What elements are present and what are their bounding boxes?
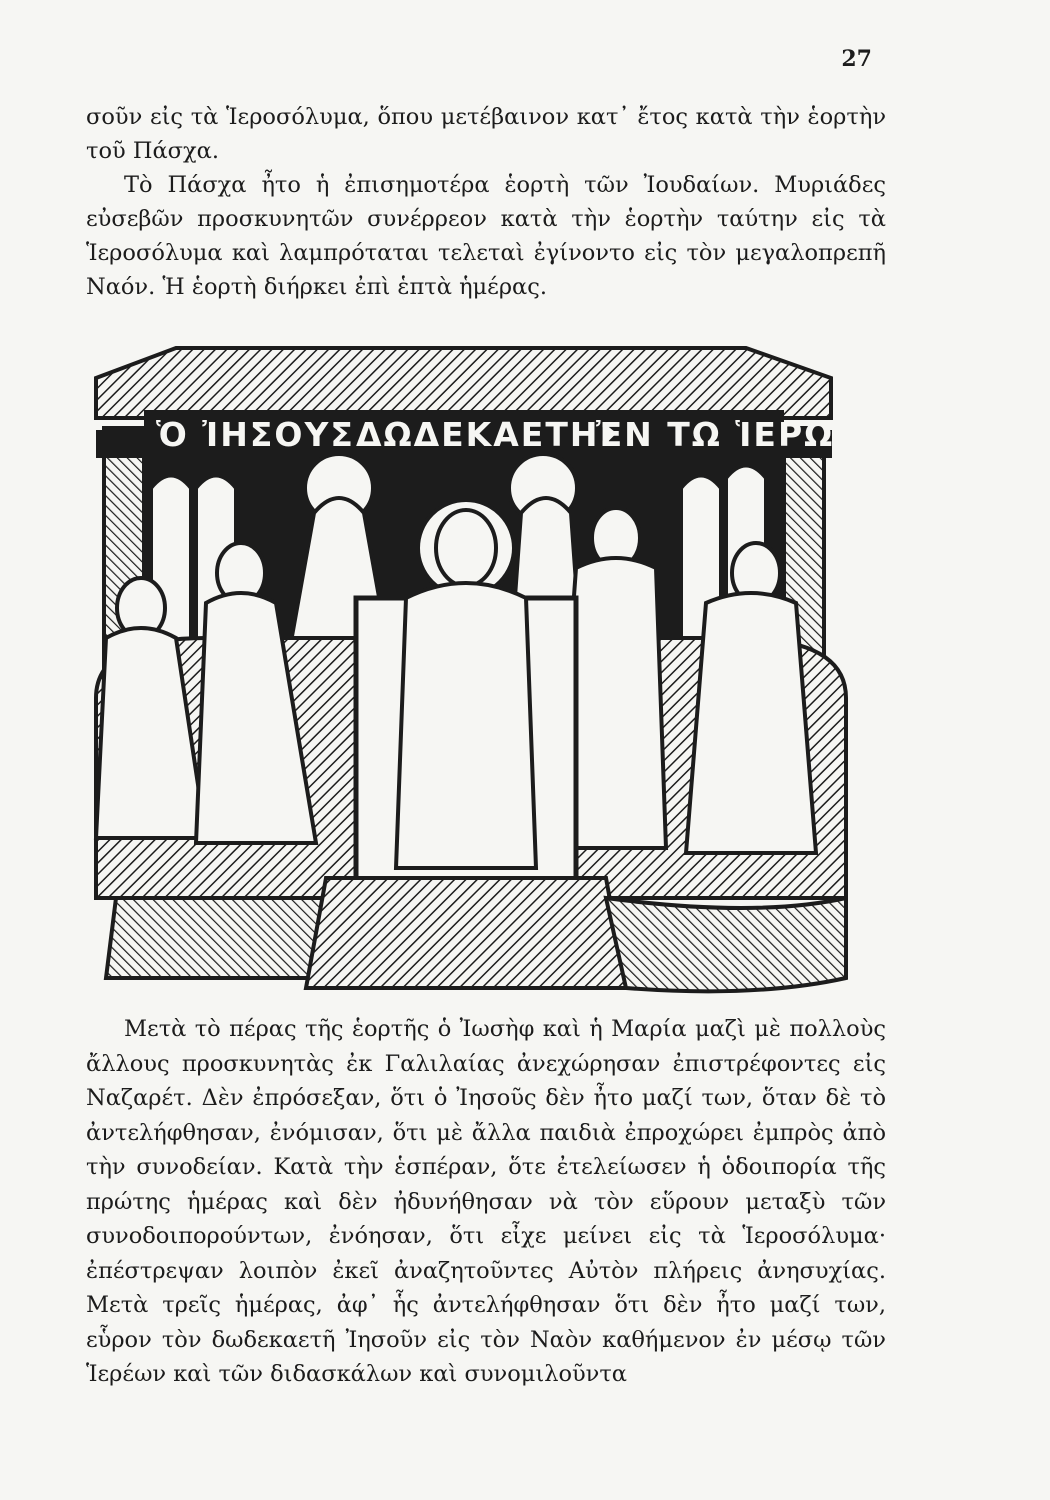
christ-robe xyxy=(396,583,536,868)
icon-illustration-christ-in-temple xyxy=(56,338,886,998)
woodcut-drawing xyxy=(56,338,886,998)
christ-head xyxy=(436,510,496,586)
continuation-paragraph: σοῦν εἰς τὰ Ἱεροσόλυμα, ὅπου μετέβαινον κατ᾽ ἔτος κατὰ τὴν ἑορτὴν τοῦ Πάσχα. xyxy=(86,104,886,164)
left-platform xyxy=(106,898,326,978)
roof-band xyxy=(96,348,831,418)
bottom-text-block xyxy=(86,1012,886,1392)
left-capital xyxy=(96,430,152,458)
return-journey-paragraph: Μετὰ τὸ πέρας τῆς ἑορτῆς ὁ Ἰωσὴφ καὶ ἡ Μαρία μαζὶ μὲ πολλοὺς ἄλλους προσκυνητὰς ἐκ Γαλιλαίας ἀνεχώρησαν ἐπιστρέφοντες εἰς Ναζαρέτ. Δὲν ἐπρόσεξαν, ὅτι ὁ Ἰησοῦς δὲν ἦτο μαζί των, ὅταν δὲ τὸ ἀντελήφθησαν, ἐνόμισαν, ὅτι μὲ ἄλλα παιδιὰ ἐπροχώρει ἐμπρὸς ἀπὸ τὴν συνοδείαν. Κατὰ τὴν ἑσπέραν, ὅτε ἐτελείωσεν ἡ ὁδοιπορία τῆς πρώτης ἡμέρας καὶ δὲν ἠδυνήθησαν νὰ τὸν εὕρουν μεταξὺ τῶν συνοδοιπορούντων, ἐνόησαν, ὅτι εἶχε μείνει εἰς τὰ Ἱεροσόλυμα· ἐπέστρεψαν λοιπὸν ἐκεῖ ἀναζητοῦντες Αὐτὸν πλήρεις ἀνησυχίας. Μετὰ τρεῖς ἡμέρας, ἀφ᾽ ἧς ἀντελήφθησαν ὅτι δὲν ἦτο μαζί των, εὗρον τὸν δωδεκαετῆ Ἰησοῦν εἰς τὸν Ναὸν καθήμενον ἐν μέσῳ τῶν Ἱερέων καὶ τῶν διδασκάλων καὶ συνομιλοῦντα xyxy=(86,1016,886,1387)
inscription-left: Ὁ ἸΗΣΟΥΣ xyxy=(156,415,355,454)
top-text-block xyxy=(86,100,886,304)
page-number: 27 xyxy=(841,46,872,72)
center-platform xyxy=(306,878,626,988)
inscription-right: ἘΝ ΤΩ ἹΕΡΩ xyxy=(596,415,835,454)
right-platform xyxy=(606,898,846,991)
inscription-center: ΔΩΔΕΚΑΕΤΗΣ xyxy=(356,415,624,454)
passover-paragraph: Τὸ Πάσχα ἦτο ἡ ἐπισημοτέρα ἑορτὴ τῶν Ἰουδαίων. Μυριάδες εὐσεβῶν προσκυνητῶν συνέρρεον κατὰ τὴν ἑορτὴν ταύτην εἰς τὰ Ἱεροσόλυμα καὶ λαμπρόταται τελεταὶ ἐγίνοντο εἰς τὸν μεγαλοπρεπῆ Ναόν. Ἡ ἑορτὴ διήρκει ἐπὶ ἑπτὰ ἡμέρας. xyxy=(86,172,886,300)
